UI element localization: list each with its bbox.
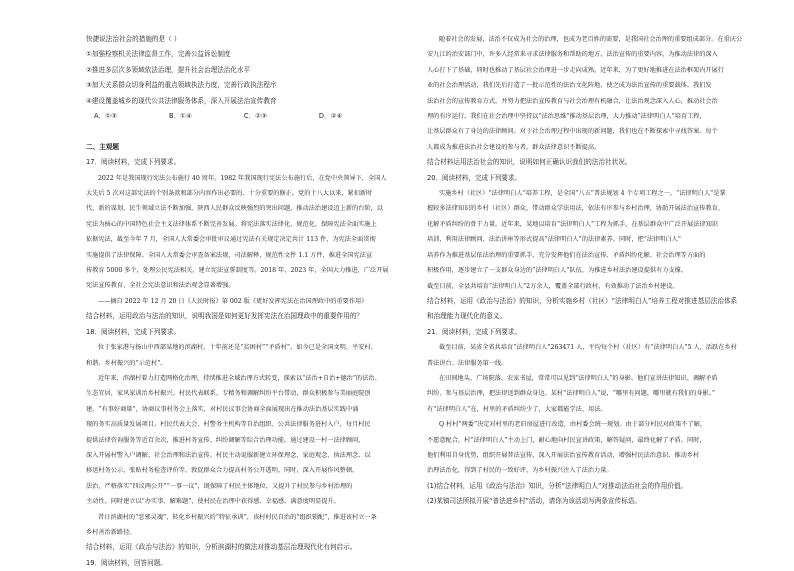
q18-line: 位于张家港与扬山中西部某地的滨湖村，十年前还是“贫困村”“矛盾村”，如今已是全国文明、平安村、 — [98, 344, 377, 352]
q21-line: Q 村村“两委”决定对村里的老旧房屋进行改造，由村委会统一规划。由于部分村民对政策不了解， — [439, 421, 707, 429]
q20-line: 培训，利用法律顾问、法治讲座等形式提高“法律明白人”的法律素养。同时，把“法律明白人” — [427, 236, 681, 244]
q20-ask: 和治理能力现代化的意义。 — [427, 312, 507, 321]
q20-line: 握较多法律知识的乡村（社区）群众，带动群众学法用法，依法有序参与乡村治理，协助开展法治宣传教育、 — [427, 205, 724, 213]
option-d: D．②④ — [318, 112, 343, 121]
q21-ask-2: (2)某镇司法所拟开展“普法进乡村”活动，请你为该活动写两条宣传标语。 — [427, 497, 641, 506]
q21-line: 在田间地头、广场院落、农家书屋，常常可以见到“法律明白人”的身影。他们宣讲法律知识、调解矛盾 — [439, 374, 718, 382]
question-stem: 快捷说法治社会的措施的是（ ） — [86, 35, 181, 43]
q17-line: 2022 年是我国现行宪法公布施行 40 周年。1982 年我国现行宪法公布施行后，在党中央领导下，全国人 — [98, 174, 387, 182]
q17-line: 代、新的谋划、民生领域立法不断加强，陕西人民群众反映强烈的突出问题，推动法治建设迈上新的台阶，以 — [86, 205, 383, 213]
q17-heading: 17．阅读材料，完成下列要求。 — [86, 158, 181, 167]
q19-line: 法治社会的宣传教育方式，并努力把法治宣传教育与社会治理有机融合，让法治观念深入人心，推动社会治 — [427, 97, 718, 105]
q18-line: 生态宜居，家风家训治乡村振兴。村民代表联系、专精务和调解纠纷平台带动，群众积极参与美丽庭院创 — [86, 390, 371, 398]
section-title: 二、主观题 — [86, 142, 119, 151]
q18-line: 乡村善治新路径。 — [86, 528, 136, 536]
q18-line: 法治，严格落实“四议两公开”“一事一议”，既保障了村民主体地位，又提升了村民参与乡村治理的 — [86, 482, 353, 490]
q20-line: 培养作为推进基层依法治理的重要抓手，充分发挥他们在法治宣传、矛盾纠纷化解、社会治理等方面的 — [427, 251, 706, 259]
q17-ask: 结合材料，运用政治与法治的知识，说明我国是如何更好发挥宪法在治国理政中的重要作用的？ — [86, 312, 363, 321]
right-column — [427, 32, 751, 510]
option-b: B．①④ — [168, 112, 192, 121]
q17-line: 传教育 5000 多个，处理公民宪法相关，建立宪法宣誓制度等。2018 年、2023 年，全国大力推进，广泛开展 — [86, 267, 389, 275]
q17-line: 大先后 5 次对这部宪法的个别条款和部分内容作出必要的、十分重要的修正。党的十八大以来，紧扣新时 — [86, 190, 373, 198]
q18-line: 建。“有事好商量”，协商议事村务会上落实，对村民议事会协商全面展现出在推动法治基层实践中涌 — [86, 405, 359, 413]
option-c: C．②③ — [243, 112, 267, 121]
q19-line: 人心打下了基础，同时也推动了基层社会治理进一步走向成熟。近年来，为了更好地推进在法治框架内开展行 — [427, 66, 724, 74]
q21-line: 纠纷、参与基层治理，把法律送到群众身边。某村“法律明白人”说，“哪里有问题，哪里就有我们的身影。” — [427, 390, 715, 398]
q21-heading: 21．阅读材料，完成下列要求。 — [427, 327, 522, 336]
q18-line: 近年来，滨湖村着力打造网格化治理，持续推进全域治理方式转变，探索以“法治+自治+德治”的法治、 — [98, 374, 381, 382]
option-a: A．①③ — [94, 112, 117, 121]
q21-line: 截至目前，某省全省共培育“法律明白人”263471 人，平均每个村（社区）有“法律明白人”5 人，活跃在乡村 — [439, 344, 737, 352]
left-column — [86, 32, 410, 571]
q21-line: 不愿意配合，村“法律明白人”主动上门，耐心地向村民宣讲政策，解答疑问，最终化解了矛盾。同时， — [427, 436, 706, 444]
q17-line: 实施提供了法律保障。全国人大常委会审查备案法规、司法解释、规范性文件 1.1 万件，推进全国宪法宣 — [86, 251, 373, 259]
q19-line: 理的有序运行。我们在社会治理中坚持以“法治思维”推动基层治理，大力推动“法律明白人”培育工程， — [427, 113, 706, 121]
q19-line: 让基层群众有了身边的法律顾问。对于社会治理过程中出现的新问题，我们也在不断探索中寻找答案。每个 — [427, 128, 718, 136]
q19-line: 业的社会治理活动，我们先后打造了一批示范性的法治文化阵地，使之成为法治宣传的重要载体。我们发 — [427, 82, 712, 90]
q17-line: 依据宪法，截至今年 7 月，全国人大常委会审批审议通过宪法有关规定决定共计 113 件，为宪法全面贯彻 — [86, 236, 376, 244]
q18-line: 现的务实高质量发展项目。村民代表大会、村警务主机构等自治组织、公共法律服务进村入户，每月村民 — [86, 421, 371, 429]
q18-line: 移送村务公示，张贴村务检查评价等，敦促群众合力提高村务公开透明。同时，深入开展作风整顿， — [86, 467, 359, 475]
answer-options — [86, 109, 410, 124]
q20-line: 实施乡村（社区）“法律明白人”培养工程，是全国“八五”普法规划 4 个专项工程之一。“法律明白人”是掌 — [439, 190, 726, 198]
q19-ask: 结合材料运用法治社会的知识，说明如何正确认识我们的法治社状况。 — [427, 158, 632, 167]
q18-line: 主动性。同时建立以“办实事、解难题”，使村民在治理中获得感、幸福感、满意度明显提升。 — [86, 498, 340, 506]
q19-line: 安九江的治安部门中，许多人经常来寻求法律服务和帮助的地方，法治宣传的重要内容，为推动法律的深入 — [427, 51, 718, 59]
q17-line: 宪法宣传教育，全社会宪法意识和法治观念显著增强。 — [86, 282, 235, 290]
q18-line: 和谐、乡村振兴的“示范村”。 — [86, 359, 167, 367]
q21-line: 普法讲台、法律服务第一线。 — [427, 359, 508, 367]
q19-line: 人都成为推进法治社会建设的参与者，群众法律意识不断提高。 — [427, 143, 601, 151]
q20-line: 积极作用，逐步建立了一支群众身边的“法律明白人”队伍，为推进乡村法治建设提供有力支撑。 — [427, 267, 688, 275]
q21-line: 有“法律明白人”在，村里的矛盾纠纷少了，大家都能学法、用法。 — [427, 405, 607, 413]
q17-source: ——摘自 2022 年 12 月 20 日《人民时报》第 002 版《更好发挥宪法在治国理政中的重要作用》 — [98, 297, 368, 305]
q18-line: 提供法律咨询服务等近百余次，推进村务宣传、纠纷调解等综合治理功能。通过建设一村一法律顾问， — [86, 436, 365, 444]
choice-1: ①加强检察机关法律监督工作，完善公益诉讼制度 — [86, 50, 231, 59]
q18-line: 深入开展村警入户调解、社会治理和法治宣传。村民主动说服新建立环保理念、家庭观念、执法理念、以 — [86, 451, 371, 459]
q20-line: 化解矛盾纠纷的骨干力量。近年来，某地以培育“法律明白人”工程为抓手，在基层群众中广泛开展法律知识 — [427, 220, 718, 228]
choice-4: ④建设覆盖城乡的现代公共法律服务体系，深入开展法治宣传教育 — [86, 96, 277, 105]
q21-ask-1: (1)结合材料，运用《政治与法治》知识，分析“法律明白人”对推动法治社会的作用价值。 — [427, 481, 688, 490]
q20-ask: 结合材料，运用《政治与法治》的知识，分析实施乡村（社区）“法律明白人”培养工程对推进基层法治体系 — [427, 296, 738, 305]
q20-line: 截至目前，全县共培育“法律明白人”2万余人，覆盖全部行政村，有效推动了法治乡村建设。 — [427, 282, 679, 290]
q21-line: 治理法治化，得到了村民的一致好评，为乡村振兴注入了法治力量。 — [427, 467, 613, 475]
q20-heading: 20．阅读材料，完成下列要求。 — [427, 173, 522, 182]
choice-3: ③加大关系群众切身利益的重点领域执法力度，完善行政执法程序 — [86, 81, 277, 90]
q17-line: 宪法为核心的中国特色社会主义法律体系不断完善发展。将宪法落实法律化、规范化，保障宪法全面实施上 — [86, 220, 377, 228]
q19-heading: 19．阅读材料，回答问题。 — [86, 558, 167, 567]
q18-line: 昔日滨湖村的“恶邪灵魂”，转化乡村振兴的“特征承训”，该村村民自治的“组织锁配”，推进该村立一条 — [98, 513, 377, 521]
q18-heading: 18．阅读材料，完成下列要求。 — [86, 327, 181, 336]
q19-line: 随着社会的发展，法治不仅成为社会的治理，也成为老百姓的需要，是我国社会治理的重要组成部分。在重庆公 — [439, 36, 743, 43]
choice-2: ②推进多层次多领域依法治理，提升社会治理法治化水平 — [86, 65, 251, 74]
q18-ask: 结合材料，运用《政治与法治》的知识，分析滨湖村的做法对推动基层治理现代化有何启示。 — [86, 543, 357, 552]
q21-line: 他们利用自身优势，组织开展普法宣传，深入开展法治宣传教育活动，增强村民法治意识，推动乡村 — [427, 451, 700, 459]
